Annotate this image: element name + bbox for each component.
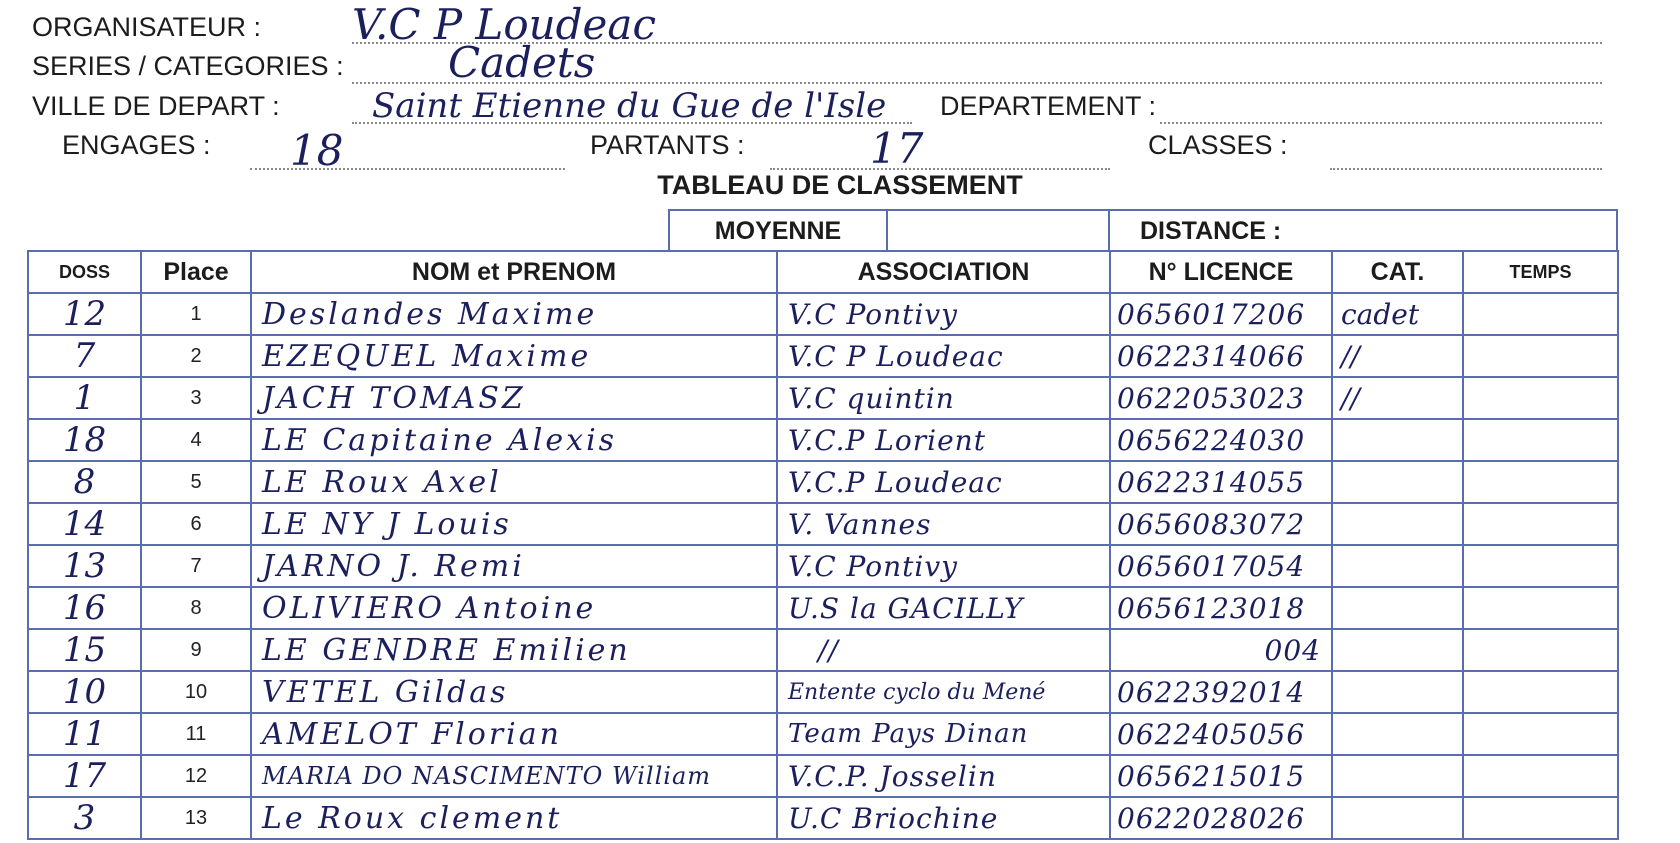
- association-cell: V.C Pontivy: [777, 293, 1110, 335]
- cat-cell: //: [1332, 377, 1463, 419]
- association-cell: Entente cyclo du Mené: [777, 671, 1110, 713]
- distance-label: DISTANCE :: [1108, 209, 1618, 251]
- place-cell: 9: [141, 629, 251, 671]
- cat-cell: [1332, 503, 1463, 545]
- licence-cell: 0656123018: [1110, 587, 1332, 629]
- table-row: [28, 545, 1618, 587]
- place-cell: 10: [141, 671, 251, 713]
- place-cell: 4: [141, 419, 251, 461]
- organisateur-label: ORGANISATEUR :: [32, 12, 262, 42]
- association-cell: U.S la GACILLY: [777, 587, 1110, 629]
- cat-cell: [1332, 755, 1463, 797]
- series-value: Cadets: [448, 38, 596, 87]
- nom-cell: LE Roux Axel: [251, 461, 777, 503]
- table-row: [28, 377, 1618, 419]
- organisateur-value: V.C P Loudeac: [352, 0, 656, 49]
- association-cell: //: [777, 629, 1110, 671]
- licence-cell: 0622392014: [1110, 671, 1332, 713]
- licence-cell: 0622314066: [1110, 335, 1332, 377]
- nom-cell: JARNO J. Remi: [251, 545, 777, 587]
- ville-line: [352, 122, 912, 124]
- doss-cell: 17: [28, 755, 141, 797]
- table-row: [28, 629, 1618, 671]
- doss-cell: 8: [28, 461, 141, 503]
- association-cell: V.C Pontivy: [777, 545, 1110, 587]
- departement-line: [1160, 122, 1602, 124]
- place-cell: 6: [141, 503, 251, 545]
- engages-line: [250, 168, 565, 170]
- nom-cell: MARIA DO NASCIMENTO William: [251, 755, 777, 797]
- series-label: SERIES / CATEGORIES :: [32, 51, 344, 81]
- nom-cell: Deslandes Maxime: [251, 293, 777, 335]
- table-row: [28, 755, 1618, 797]
- cat-cell: [1332, 545, 1463, 587]
- temps-cell: [1463, 545, 1618, 587]
- temps-cell: [1463, 713, 1618, 755]
- cat-cell: [1332, 419, 1463, 461]
- nom-cell: JACH TOMASZ: [251, 377, 777, 419]
- table-row: [28, 671, 1618, 713]
- nom-cell: LE GENDRE Emilien: [251, 629, 777, 671]
- table-header-row: [28, 251, 1618, 293]
- place-cell: 1: [141, 293, 251, 335]
- nom-cell: OLIVIERO Antoine: [251, 587, 777, 629]
- licence-cell: 0656083072: [1110, 503, 1332, 545]
- engages-label: ENGAGES :: [62, 130, 211, 160]
- cat-cell: cadet: [1332, 293, 1463, 335]
- doss-cell: 7: [28, 335, 141, 377]
- association-cell: V.C P Loudeac: [777, 335, 1110, 377]
- place-cell: 12: [141, 755, 251, 797]
- cat-cell: [1332, 587, 1463, 629]
- departement-label: DEPARTEMENT :: [940, 91, 1157, 121]
- series-line: [352, 82, 1602, 84]
- nom-cell: LE Capitaine Alexis: [251, 419, 777, 461]
- classes-label: CLASSES :: [1148, 130, 1288, 160]
- doss-cell: 12: [28, 293, 141, 335]
- sheet-title: TABLEAU DE CLASSEMENT: [657, 170, 1023, 200]
- cat-cell: [1332, 713, 1463, 755]
- ville-label: VILLE DE DEPART :: [32, 91, 280, 121]
- doss-cell: 13: [28, 545, 141, 587]
- partants-value: 17: [870, 124, 924, 173]
- licence-cell: 004: [1110, 629, 1332, 671]
- temps-cell: [1463, 755, 1618, 797]
- association-cell: V.C.P. Josselin: [777, 755, 1110, 797]
- licence-cell: 0622405056: [1110, 713, 1332, 755]
- table-row: [28, 419, 1618, 461]
- ville-value: Saint Etienne du Gue de l'Isle: [372, 86, 887, 126]
- place-cell: 3: [141, 377, 251, 419]
- association-cell: Team Pays Dinan: [777, 713, 1110, 755]
- table-row: [28, 713, 1618, 755]
- cat-cell: [1332, 671, 1463, 713]
- table-row: [28, 797, 1618, 839]
- place-cell: 8: [141, 587, 251, 629]
- temps-cell: [1463, 629, 1618, 671]
- nom-cell: VETEL Gildas: [251, 671, 777, 713]
- licence-cell: 0656224030: [1110, 419, 1332, 461]
- temps-cell: [1463, 797, 1618, 839]
- col-nom: NOM et PRENOM: [251, 251, 777, 293]
- table-row: [28, 461, 1618, 503]
- temps-cell: [1463, 377, 1618, 419]
- cat-cell: [1332, 629, 1463, 671]
- doss-cell: 14: [28, 503, 141, 545]
- results-table: [27, 250, 1619, 840]
- cat-cell: //: [1332, 335, 1463, 377]
- nom-cell: AMELOT Florian: [251, 713, 777, 755]
- temps-cell: [1463, 335, 1618, 377]
- cat-cell: [1332, 461, 1463, 503]
- cat-cell: [1332, 797, 1463, 839]
- doss-cell: 10: [28, 671, 141, 713]
- doss-cell: 18: [28, 419, 141, 461]
- engages-value: 18: [290, 126, 344, 175]
- moyenne-value: [886, 209, 1110, 251]
- place-cell: 13: [141, 797, 251, 839]
- place-cell: 7: [141, 545, 251, 587]
- licence-cell: 0622053023: [1110, 377, 1332, 419]
- temps-cell: [1463, 671, 1618, 713]
- moyenne-label: MOYENNE: [668, 209, 888, 251]
- doss-cell: 1: [28, 377, 141, 419]
- temps-cell: [1463, 461, 1618, 503]
- table-row: [28, 503, 1618, 545]
- place-cell: 5: [141, 461, 251, 503]
- col-place: Place: [141, 251, 251, 293]
- licence-cell: 0656017206: [1110, 293, 1332, 335]
- place-cell: 2: [141, 335, 251, 377]
- table-row: [28, 293, 1618, 335]
- col-temps: TEMPS: [1463, 251, 1618, 293]
- doss-cell: 3: [28, 797, 141, 839]
- partants-label: PARTANTS :: [590, 130, 745, 160]
- licence-cell: 0656017054: [1110, 545, 1332, 587]
- doss-cell: 11: [28, 713, 141, 755]
- association-cell: V.C.P Lorient: [777, 419, 1110, 461]
- temps-cell: [1463, 293, 1618, 335]
- licence-cell: 0622028026: [1110, 797, 1332, 839]
- association-cell: V.C.P Loudeac: [777, 461, 1110, 503]
- table-row: [28, 587, 1618, 629]
- nom-cell: EZEQUEL Maxime: [251, 335, 777, 377]
- table-row: [28, 335, 1618, 377]
- temps-cell: [1463, 587, 1618, 629]
- doss-cell: 15: [28, 629, 141, 671]
- licence-cell: 0622314055: [1110, 461, 1332, 503]
- col-licence: N° LICENCE: [1110, 251, 1332, 293]
- licence-cell: 0656215015: [1110, 755, 1332, 797]
- association-cell: U.C Briochine: [777, 797, 1110, 839]
- col-doss: DOSS: [28, 251, 141, 293]
- temps-cell: [1463, 503, 1618, 545]
- place-cell: 11: [141, 713, 251, 755]
- doss-cell: 16: [28, 587, 141, 629]
- temps-cell: [1463, 419, 1618, 461]
- col-association: ASSOCIATION: [777, 251, 1110, 293]
- nom-cell: Le Roux clement: [251, 797, 777, 839]
- nom-cell: LE NY J Louis: [251, 503, 777, 545]
- association-cell: V. Vannes: [777, 503, 1110, 545]
- col-cat: CAT.: [1332, 251, 1463, 293]
- association-cell: V.C quintin: [777, 377, 1110, 419]
- classes-line: [1330, 168, 1602, 170]
